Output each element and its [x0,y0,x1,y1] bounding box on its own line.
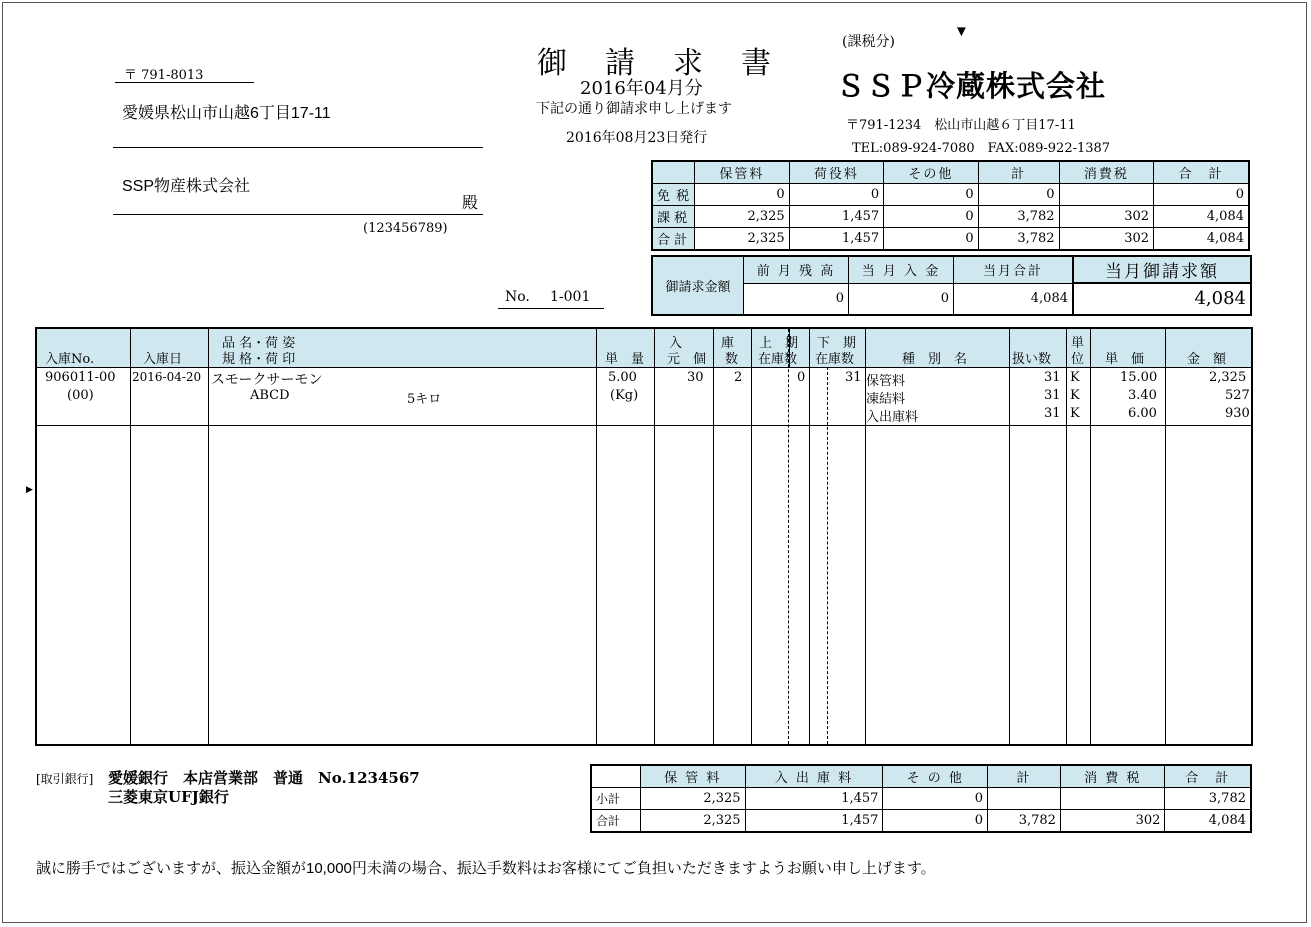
header-unit-top: 単 [1071,336,1085,351]
recipient-company: SSP物産株式会社 [122,178,251,195]
row-in-count: 2 [734,370,743,385]
billing-table [651,255,1252,316]
totals-header: 計 [988,765,1061,788]
detail-table [35,327,1253,746]
column-line [596,329,597,744]
row-date: 2016-04-20 [132,370,202,384]
summary-header: その他 [884,161,979,184]
summary-header: 消費税 [1059,161,1154,184]
column-line [751,329,752,744]
document-title: 御 請 求 書 [537,46,775,81]
fee-type: 入出庫料 [866,410,919,425]
fee-type: 保管料 [866,374,906,389]
header-price: 単 価 [1105,352,1145,367]
header-item-bottom: 規 格・荷 印 [222,352,296,367]
row-item-spec: ABCD [250,388,290,403]
issuer-address: 〒791-1234 松山市山越６丁目17-11 [846,118,1076,133]
header-slip-no: 入庫No. [45,352,95,367]
header-amount: 金 額 [1187,352,1227,367]
header-prev-top: 上 期 [759,336,799,351]
summary-header: 保管料 [695,161,790,184]
header-in-top: 入 庫 [669,336,735,351]
fee-unit: K [1070,388,1080,403]
marker-icon: ▼ [954,23,969,40]
header-next-top: 下 期 [817,336,857,351]
column-line [654,329,655,744]
row-item-name: スモークサーモン [211,372,323,388]
totals-header: 合 計 [1165,765,1251,788]
corner-cell [591,765,641,788]
divider [498,308,604,309]
header-handled: 扱い数 [1012,352,1052,367]
summary-row: 免 税 0 0 0 0 0 [652,184,1249,206]
column-line [1009,329,1010,744]
row-divider [37,425,1251,426]
column-line [809,367,810,744]
document-number-label: No. [505,289,530,305]
totals-header: 入 出 庫 料 [745,765,883,788]
recipient-postal: 〒 791-8013 [124,68,204,83]
column-line [1165,329,1166,744]
recipient-code: (123456789) [363,221,448,236]
fee-unit: K [1070,406,1080,421]
corner-cell [652,161,695,184]
totals-header: そ の 他 [883,765,988,788]
divider [115,82,254,83]
column-line [1090,329,1091,744]
row-unit-qty-unit: (Kg) [610,388,639,403]
billing-amount: 4,084 [1073,283,1251,315]
document-number: 1-001 [550,289,591,305]
column-line [208,329,209,744]
header-in-right: 数 [725,352,739,367]
issue-date: 2016年08月23日発行 [566,130,708,146]
billing-header: 前 月 残 高 [744,256,849,283]
totals-row: 合計 2,325 1,457 0 3,782 302 4,084 [591,810,1251,833]
fee-unit: K [1070,370,1080,385]
column-line [827,367,828,744]
summary-row: 課 税 2,325 1,457 0 3,782 302 4,084 [652,206,1249,228]
document-subtitle: 下記の通り御請求申し上げます [536,100,732,116]
row-slip-no: 906011-00 [45,370,116,385]
current-payment: 0 [849,283,954,315]
totals-header: 消 費 税 [1060,765,1165,788]
row-in-qty: 30 [687,370,704,385]
fee-amount: 527 [1225,388,1250,403]
column-line [788,329,789,744]
billing-label: 御請求金額 [652,256,744,315]
row-next-stock: 31 [845,370,862,385]
current-total: 4,084 [954,283,1074,315]
recipient-honorific: 殿 [462,193,479,212]
column-line [1066,329,1067,744]
billing-header: 当月合計 [954,256,1074,283]
summary-row: 合 計 2,325 1,457 0 3,782 302 4,084 [652,228,1249,251]
billing-header: 当 月 入 金 [849,256,954,283]
fee-handled: 31 [1044,406,1061,421]
totals-table [590,764,1252,833]
issuer-contact: TEL:089-924-7080 FAX:089-922-1387 [852,141,1111,156]
fee-handled: 31 [1044,388,1061,403]
summary-header: 合 計 [1154,161,1249,184]
header-type: 種 別 名 [902,352,968,367]
totals-row: 小計 2,325 1,457 0 3,782 [591,788,1251,810]
divider [113,214,483,215]
column-line [809,329,810,367]
row-item-mark: 5キロ [407,392,442,407]
issuer-company: ＳＳＰ冷蔵株式会社 [836,71,1107,103]
divider [113,147,483,148]
billing-header-total: 当月御請求額 [1073,256,1251,283]
row-pointer-icon: ▶ [26,484,33,494]
totals-header: 保 管 料 [641,765,746,788]
fee-price: 6.00 [1128,406,1157,421]
header-item-top: 品 名・荷 姿 [222,336,296,351]
row-prev-stock: 0 [797,370,806,385]
footer-note: 誠に勝手ではございますが、振込金額が10,000円未満の場合、振込手数料はお客様にてご負担いただきますようお願い申し上げます。 [36,860,936,877]
column-line [130,329,131,744]
tax-note: (課税分) [842,34,895,50]
summary-header: 計 [978,161,1059,184]
tax-summary-table [651,160,1250,251]
fee-amount: 2,325 [1209,370,1247,385]
bank-line-2: 三菱東京UFJ銀行 [108,788,229,806]
summary-header: 荷役料 [789,161,884,184]
header-in-left: 元 個 [667,352,707,367]
document-period: 2016年04月分 [580,78,703,99]
row-slip-sub: (00) [67,388,94,403]
bank-label: [取引銀行] [36,772,94,786]
header-date: 入庫日 [143,352,183,367]
header-unit-bottom: 位 [1071,352,1085,367]
fee-price: 15.00 [1120,370,1158,385]
fee-price: 3.40 [1128,388,1157,403]
bank-line-1: 愛媛銀行 本店営業部 普通 No.1234567 [108,769,420,787]
column-line [713,329,714,744]
row-unit-qty: 5.00 [608,370,637,385]
header-unit-qty: 単 量 [605,352,645,367]
recipient-address: 愛媛県松山市山越6丁目17-11 [122,105,331,122]
header-prev-bottom: 在庫数 [758,352,798,367]
fee-type: 凍結料 [866,392,906,407]
fee-amount: 930 [1225,406,1250,421]
header-next-bottom: 在庫数 [815,352,855,367]
prev-balance: 0 [744,283,849,315]
fee-handled: 31 [1044,370,1061,385]
